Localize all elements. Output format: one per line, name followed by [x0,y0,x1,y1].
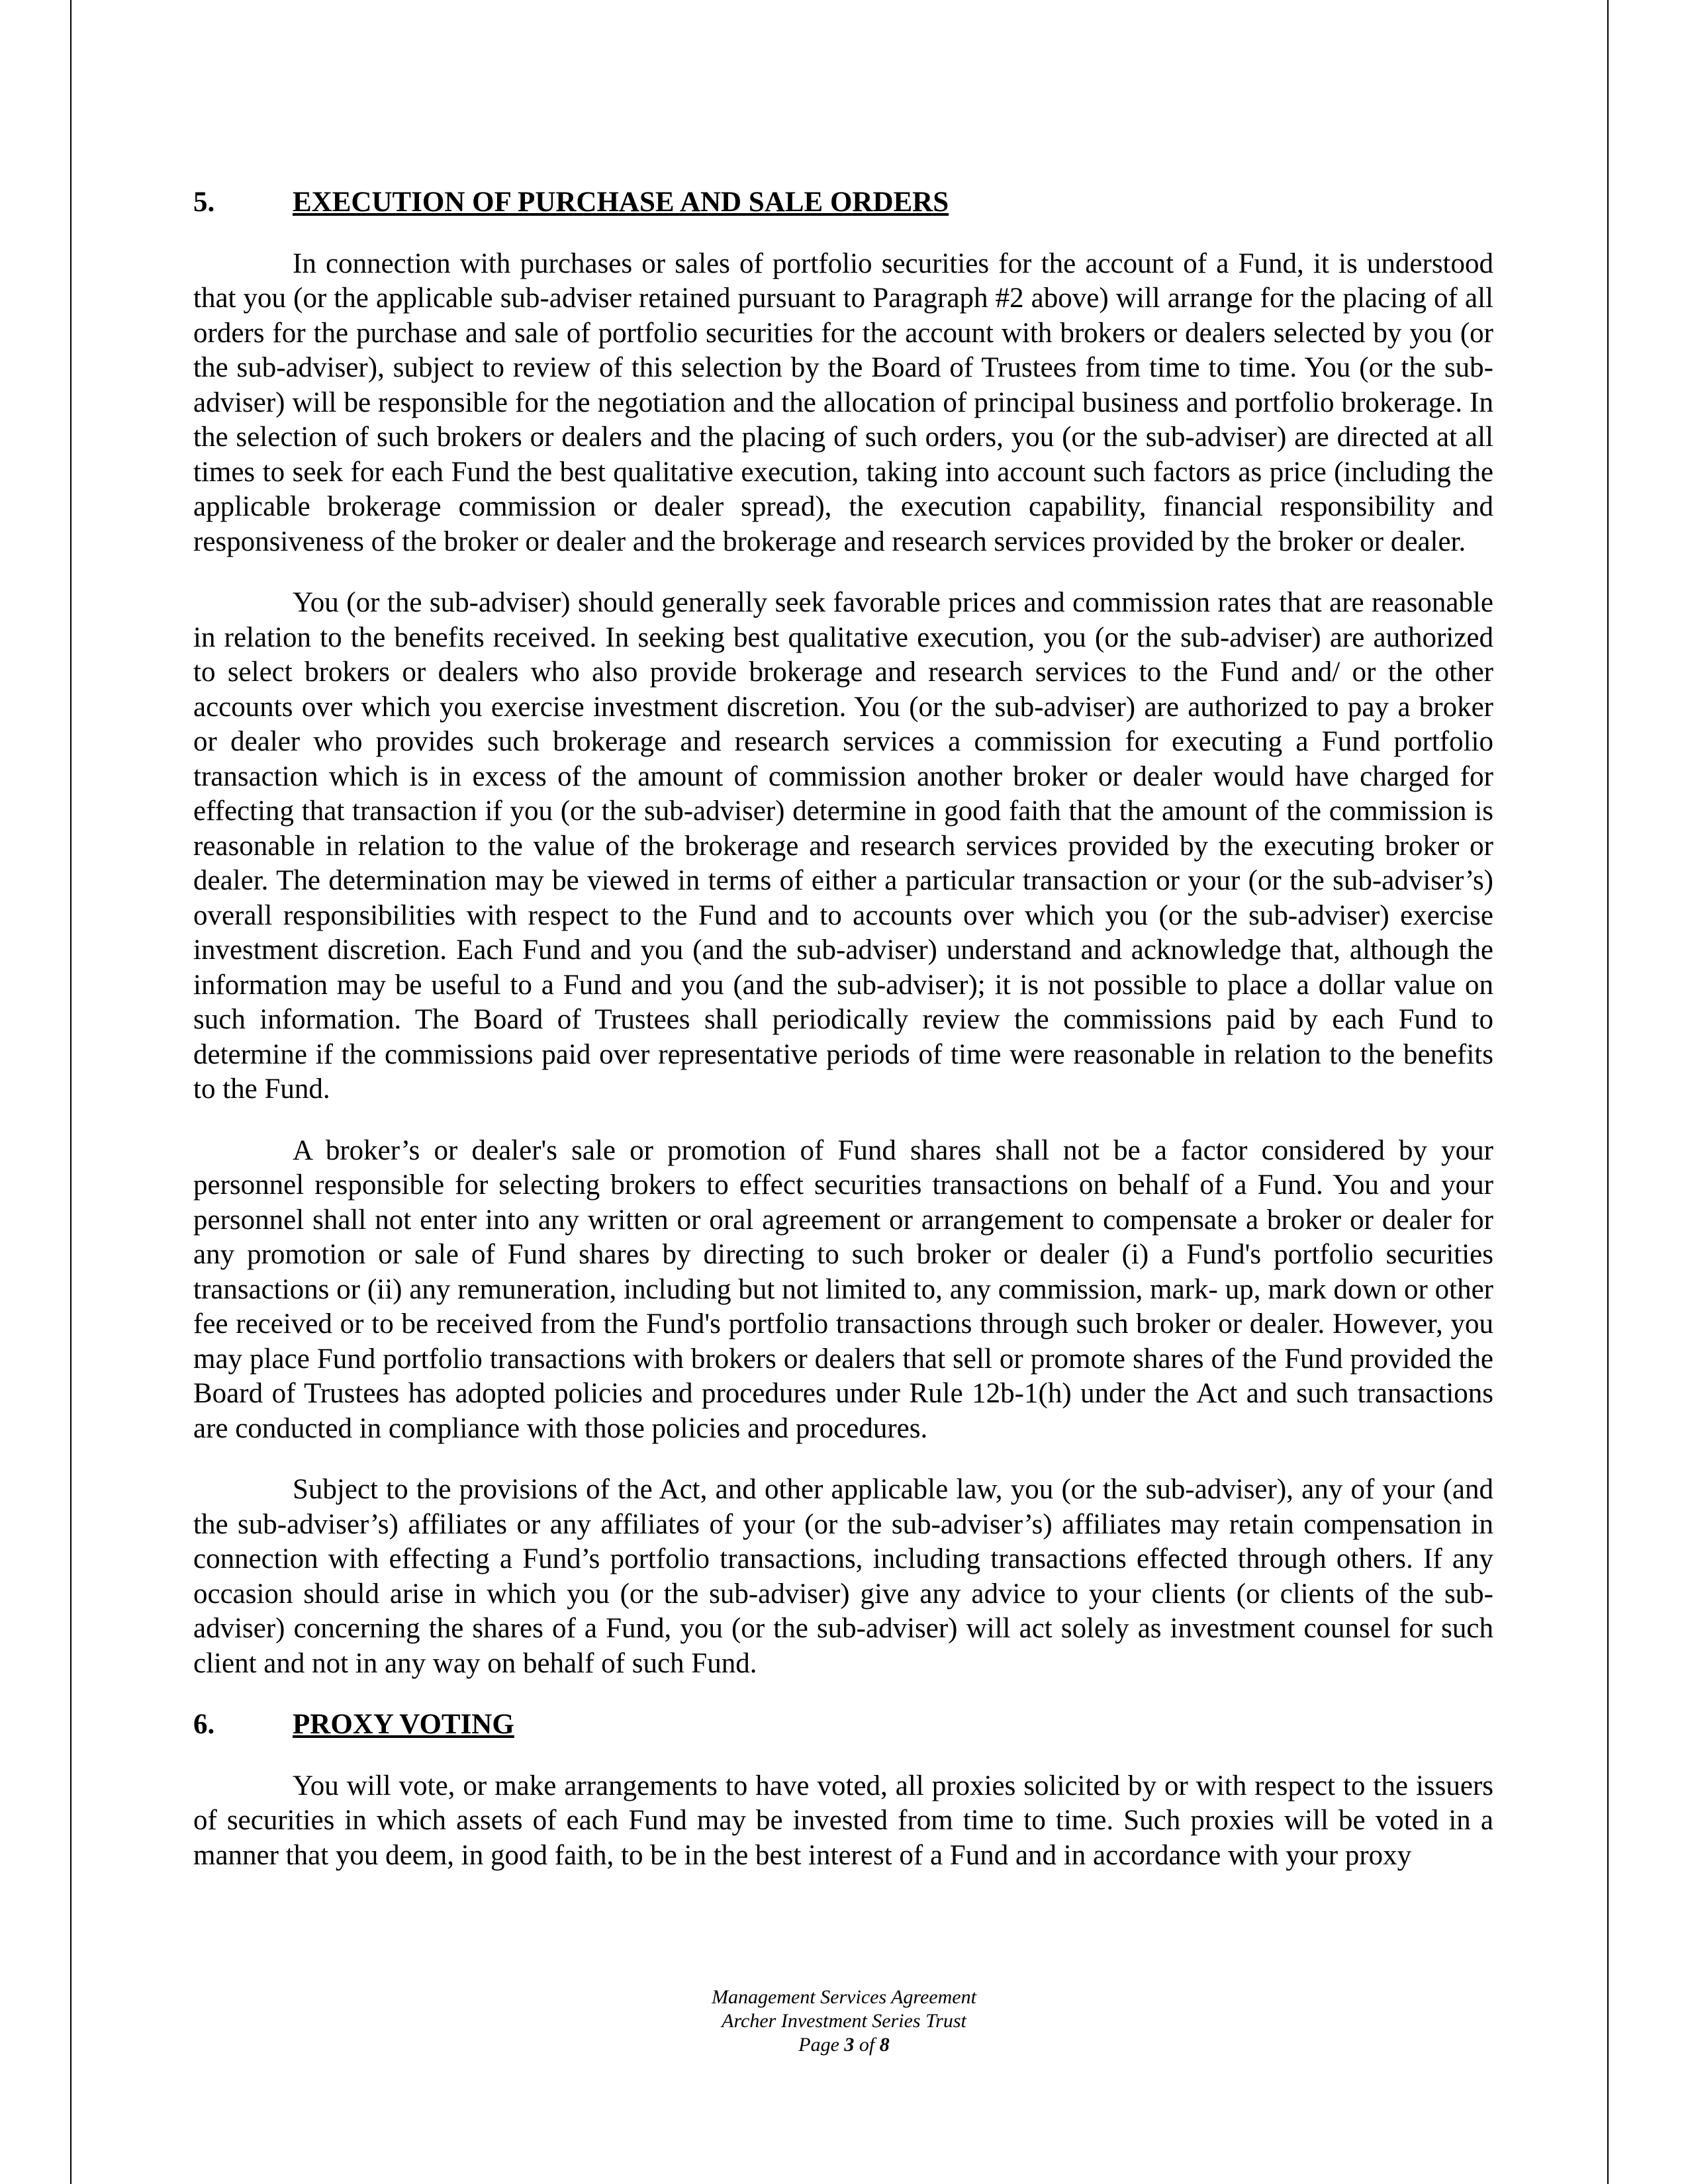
paragraph: You (or the sub-adviser) should generally seek favorable prices and commission rates that are reasonable in relation to the benefits received. In seeking best qualitative execution, you (or the sub-adviser) are authorized to select brokers or dealers who also provide brokerage and research services to the Fund and/ or the other accounts over which you exercise investment discretion. You (or the sub-adviser) are authorized to pay a broker or dealer who provides such brokerage and research services a commission for executing a Fund portfolio transaction which is in excess of the amount of commission another broker or dealer would have charged for effecting that transaction if you (or the sub-adviser) determine in good faith that the amount of the commission is reasonable in relation to the value of the brokerage and research services provided by the executing broker or dealer. The determination may be viewed in terms of either a particular transaction or your (or the sub-adviser’s) overall responsibilities with respect to the Fund and to accounts over which you (or the sub-adviser) exercise investment discretion. Each Fund and you (and the sub-adviser) understand and acknowledge that, although the information may be useful to a Fund and you (and the sub-adviser); it is not possible to place a dollar value on such information. The Board of Trustees shall periodically review the commissions paid by each Fund to determine if the commissions paid over representative periods of time were reasonable in relation to the benefits to the Fund. [193,587,1493,1105]
footer-agreement-title: Management Services Agreement [712,1986,976,2008]
document-body [193,185,1493,1873]
section-number: 5. [193,187,215,218]
footer-page-indicator [0,2033,1688,2057]
page-of: of [854,2034,880,2056]
section-title: EXECUTION OF PURCHASE AND SALE ORDERS [293,187,949,218]
section-heading-5 [193,185,1493,220]
page-number: 3 [844,2034,855,2056]
paragraph: Subject to the provisions of the Act, and other applicable law, you (or the sub-adviser), any of your (and the sub-adviser’s) affiliates or any affiliates of your (or the sub-adviser’s) affiliates may retain compensation in connection with effecting a Fund’s portfolio transactions, including transactions effected through others. If any occasion should arise in which you (or the sub-adviser) give any advice to your clients (or clients of the sub-adviser) concerning the shares of a Fund, you (or the sub-adviser) will act solely as investment counsel for such client and not in any way on behalf of such Fund. [193,1474,1493,1679]
section-title: PROXY VOTING [293,1709,514,1740]
page-total: 8 [879,2034,890,2056]
right-page-border [1607,0,1609,2184]
left-page-border [70,0,71,2184]
section-number: 6. [193,1709,215,1740]
footer-trust-name: Archer Investment Series Trust [722,2010,966,2032]
page-prefix: Page [798,2034,845,2056]
section-heading-6 [193,1707,1493,1743]
paragraph: You will vote, or make arrangements to have voted, all proxies solicited by or with respect to the issuers of securities in which assets of each Fund may be invested from time to time. Such proxies will be voted in a manner that you deem, in good faith, to be in the best interest of a Fund and in accordance with your proxy [193,1770,1493,1871]
page-footer [0,1985,1688,2057]
paragraph: In connection with purchases or sales of portfolio securities for the account of a Fund, it is understood that you (or the applicable sub-adviser retained pursuant to Paragraph #2 above) will arrange for the placing of all orders for the purchase and sale of portfolio securities for the account with brokers or dealers selected by you (or the sub-adviser), subject to review of this selection by the Board of Trustees from time to time. You (or the sub-adviser) will be responsible for the negotiation and the allocation of principal business and portfolio brokerage. In the selection of such brokers or dealers and the placing of such orders, you (or the sub-adviser) are directed at all times to seek for each Fund the best qualitative execution, taking into account such factors as price (including the applicable brokerage commission or dealer spread), the execution capability, financial responsibility and responsiveness of the broker or dealer and the brokerage and research services provided by the broker or dealer. [193,248,1493,557]
paragraph: A broker’s or dealer's sale or promotion of Fund shares shall not be a factor considered by your personnel responsible for selecting brokers to effect securities transactions on behalf of a Fund. You and your personnel shall not enter into any written or oral agreement or arrangement to compensate a broker or dealer for any promotion or sale of Fund shares by directing to such broker or dealer (i) a Fund's portfolio securities transactions or (ii) any remuneration, including but not limited to, any commission, mark- up, mark down or other fee received or to be received from the Fund's portfolio transactions through such broker or dealer. However, you may place Fund portfolio transactions with brokers or dealers that sell or promote shares of the Fund provided the Board of Trustees has adopted policies and procedures under Rule 12b-1(h) under the Act and such transactions are conducted in compliance with those policies and procedures. [193,1134,1493,1444]
